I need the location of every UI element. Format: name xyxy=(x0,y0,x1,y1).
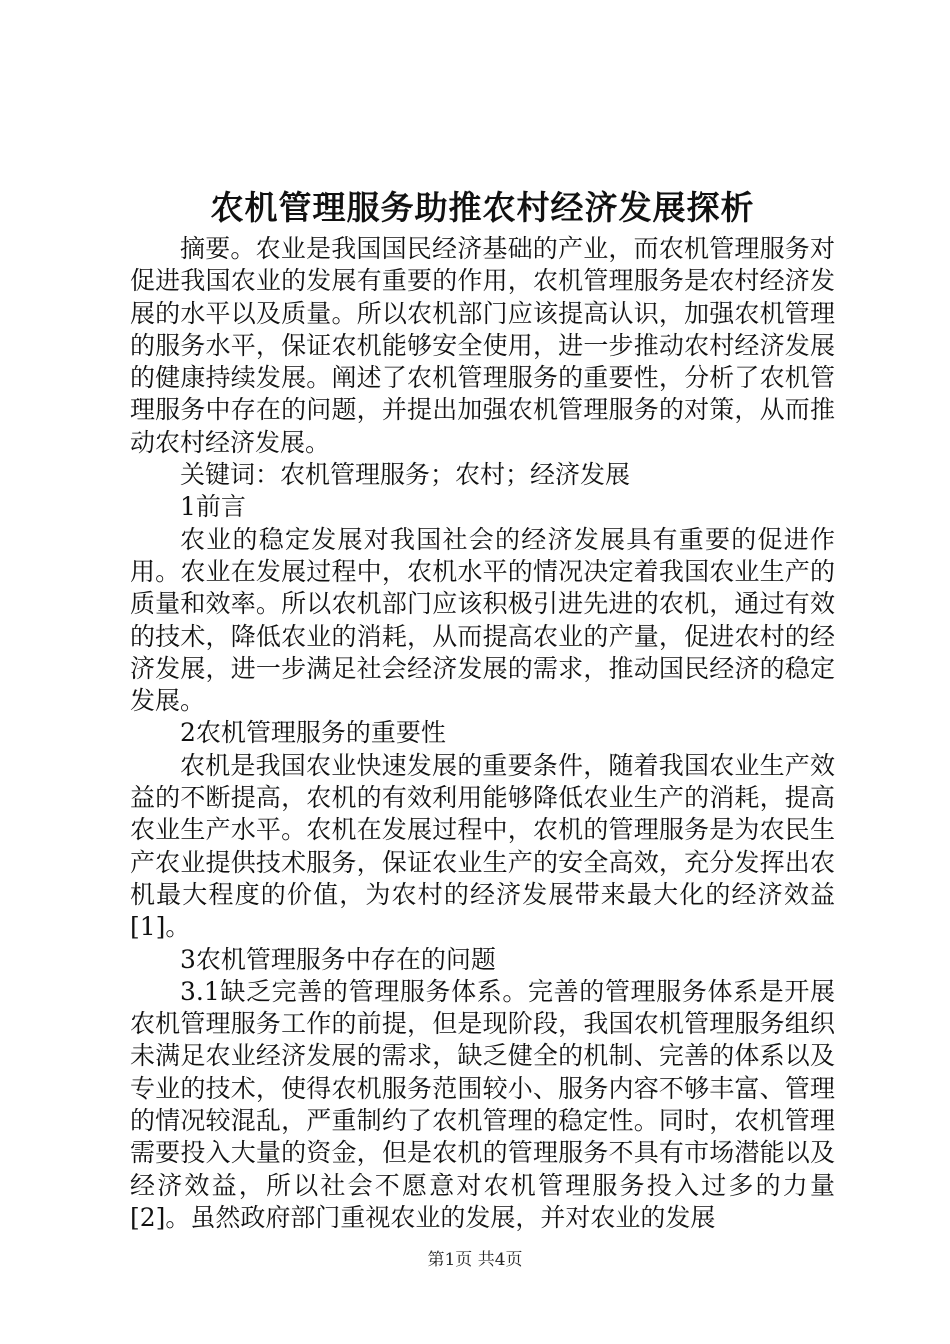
document-page xyxy=(130,185,835,1234)
keywords-line: 关键词：农机管理服务；农村；经济发展 xyxy=(180,460,631,490)
abstract-paragraph: 摘要。农业是我国国民经济基础的产业，而农机管理服务对促进我国农业的发展有重要的作用，农机管理服务是农村经济发展的水平以及质量。所以农机部门应该提高认识，加强农机管理的服务水平，保证农机能够安全使用，进一步推动农村经济发展的健康持续发展。阐述了农机管理服务的重要性，分析了农机管理服务中存在的问题，并提出加强农机管理服务的对策，从而推动农村经济发展。 xyxy=(130,234,835,457)
section-1-paragraph: 农业的稳定发展对我国社会的经济发展具有重要的促进作用。农业在发展过程中，农机水平的情况决定着我国农业生产的质量和效率。所以农机部门应该积极引进先进的农机，通过有效的技术，降低农业的消耗，从而提高农业的产量，促进农村的经济发展，进一步满足社会经济发展的需求，推动国民经济的稳定发展。 xyxy=(130,524,835,716)
section-2-paragraph: 农机是我国农业快速发展的重要条件，随着我国农业生产效益的不断提高，农机的有效利用能够降低农业生产的消耗，提高农业生产水平。农机在发展过程中，农机的管理服务是为农民生产农业提供技术服务，保证农业生产的安全高效，充分发挥出农机最大程度的价值，为农村的经济发展带来最大化的经济效益[1]。 xyxy=(130,750,835,942)
section-1-heading: 1前言 xyxy=(180,492,246,522)
page-footer: 第1页 共4页 xyxy=(427,1250,523,1270)
section-2-heading: 2农机管理服务的重要性 xyxy=(180,718,446,748)
section-3-heading: 3农机管理服务中存在的问题 xyxy=(180,944,496,974)
section-3-paragraph: 3.1缺乏完善的管理服务体系。完善的管理服务体系是开展农机管理服务工作的前提，但是现阶段，我国农机管理服务组织未满足农业经济发展的需求，缺乏健全的机制、完善的体系以及专业的技术，使得农机服务范围较小、服务内容不够丰富、管理的情况较混乱，严重制约了农机管理的稳定性。同时，农机管理需要投入大量的资金，但是农机的管理服务不具有市场潜能以及经济效益，所以社会不愿意对农机管理服务投入过多的力量[2]。虽然政府部门重视农业的发展，并对农业的发展 xyxy=(130,976,835,1232)
document-title: 农机管理服务助推农村经济发展探析 xyxy=(210,188,755,227)
